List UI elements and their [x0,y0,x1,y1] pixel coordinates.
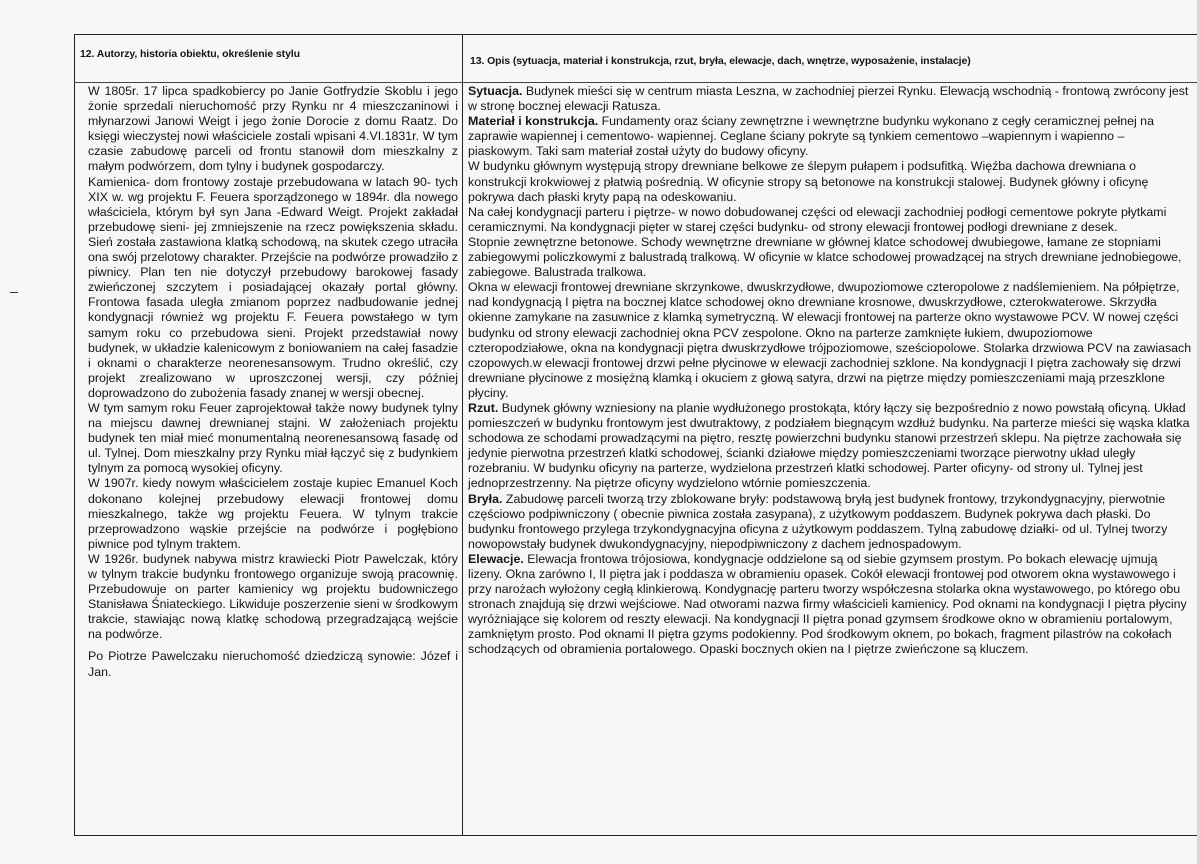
section-text: Zabudowę parceli tworzą trzy zblokowane bryły: podstawową bryłą jest budynek frontowy, trzykondygnacyjny, pierwotnie częściowo podpiwniczony ( obecnie piwnica została zasypana), z użytkowym poddaszem. Budynek pokrywa dach płaski. Do budynku frontowego przylega trzykondygnacyjna oficyna z użytkowym poddaszem. Tylną zabudowę działki- od ul. Tylnej tworzy nowopowstały budynek dwukondygnacyjny, niepodpiwniczony z dachem jednospadowym. [468,491,1168,551]
history-paragraph: Kamienica- dom frontowy zostaje przebudowana w latach 90- tych XIX w. wg projektu F. Feuera sporządzonego w 1894r. dla nowego właściciela, którym był syn Jana -Edward Weigt. Projekt zakładał przebudowę sieni- jej zmniejszenie na rzecz powiększenia składu. Sień została zastawiona klatką schodową, na skutek czego utraciła ona swój przelotowy charakter. Przejście na podwórze prowadziło z piwnicy. Plan ten nie dotyczył przebudowy barokowej fasady zwieńczonej szczytem i posiadającej okazały portal główny. Frontowa fasada uległa zmianom poprzez nadbudowanie jednej kondygnacji również wg projektu F. Feuera powstałego w tym samym roku co przebudowa sieni. Projekt przedstawiał nowy budynek, w układzie kalenicowym z boniowaniem na całej fasadzie i oknami o charakterze neorenesansowym. Trudno określić, czy projekt zrealizowano w uproszczonej wersji, czy później doprowadzono do zubożenia fasady znanej w wersji obecnej. [88,174,458,400]
scan-mark [10,292,18,293]
history-column [88,84,458,680]
description-paragraph [468,84,1192,114]
section-text: Fundamenty oraz ściany zewnętrzne i wewnętrzne budynku wykonano z cegły ceramicznej pełnej na zaprawie wapiennej i cementowo- wapiennej. Ceglane ściany pokryte są tynkiem cementowo –wapiennym i wapienno – piaskowym. Taki sam materiał został użyty do budowy oficyny. [468,114,1154,159]
description-paragraph [468,280,1192,401]
header-rule [74,82,1198,83]
section-text: Na całej kondygnacji parteru i piętrze- w nowo dobudowanej części od elewacji zachodniej podłogi cementowe pokryte płytkami ceramicznymi. Na kondygnacji pięter w starej części budynku- od strony elewacji frontowej podłogi drewniane z desek. [468,204,1167,234]
history-paragraph: Po Piotrze Pawelczaku nieruchomość dziedziczą synowie: Józef i Jan. [88,649,458,679]
history-paragraph: W tym samym roku Feuer zaprojektował także nowy budynek tylny na miejscu dawnej drewnianej stajni. W założeniach projektu budynek ten miał mieć monumentalną neorenesansową fasadę od ul. Tylnej. Dom mieszkalny przy Rynku miał łączyć się z budynkiem tylnym za pomocą wysokiej oficyny. [88,400,458,476]
description-paragraph [468,492,1192,552]
description-paragraph [468,235,1192,280]
description-paragraph [468,552,1192,658]
description-paragraph [468,401,1192,492]
history-paragraph: W 1805r. 17 lipca spadkobiercy po Janie Gotfrydzie Skoblu i jego żonie sprzedali nieruchomość przy Rynku nr 4 mieszczaninowi i młynarzowi Janowi Weigt i jego żonie Dorocie z domu Raatz. Do księgi wieczystej nowi właściciele zostali wpisani 4.VI.1831r. W tym czasie zabudowę parceli od frontu stanowił dom mieszkalny z małym podwórzem, dom tylny i budynek gospodarczy. [88,84,458,174]
section-text: W budynku głównym występują stropy drewniane belkowe ze ślepym pułapem i podsufitką. Więźba dachowa drewniana o konstrukcji krokwiowej z płatwią pośrednią. W oficynie stropy są betonowe na konstrukcji stalowej. Budynek główny i oficynę pokrywa dach płaski kryty papą na odeskowaniu. [468,159,1149,204]
section-text: Budynek mieści się w centrum miasta Leszna, w zachodniej pierzei Rynku. Elewacją wschodnią - frontową zwrócony jest w stronę bocznej elewacji Ratusza. [468,84,1189,114]
section-heading: Bryła. [468,491,503,506]
column-divider [462,34,463,836]
section-heading: Materiał i konstrukcja. [468,114,599,129]
description-paragraph [468,159,1192,204]
description-paragraph [468,205,1192,235]
history-paragraph: W 1926r. budynek nabywa mistrz krawiecki Piotr Pawelczak, który w tylnym trakcie budynku frontowego organizuje swoją pracownię. Przebudowuje on parter kamienicy wg projektu budowniczego Stanisława Śniateckiego. Likwiduje poszerzenie sieni w środkowym trakcie, stawiając nową klatkę schodową przegradzającą wejście na podwórze. [88,551,458,642]
section-text: Stopnie zewnętrzne betonowe. Schody wewnętrzne drewniane w głównej klatce schodowej dwubiegowe, łamane ze stopniami zabiegowymi policzkowymi z balustradą tralkową. W oficynie w klatce schodowej prowadzącej na strych drewniane jednobiegowe, zabiegowe. Balustrada tralkowa. [468,234,1182,280]
history-paragraph: W 1907r. kiedy nowym właścicielem zostaje kupiec Emanuel Koch dokonano kolejnej przebudowy elewacji frontowej domu mieszkalnego, także wg projektu Feuera. W tylnym trakcie przeprowadzono wąskie przejście na podwórze i pogłębiono piwnice pod tylnym traktem. [88,476,458,551]
section-heading: Sytuacja. [468,84,523,98]
section-text: Elewacja frontowa trójosiowa, kondygnacje oddzielone są od siebie gzymsem prostym. Po bokach elewację ujmują lizeny. Okna zarówno I, II piętra jak i poddasza w obramieniu opasek. Cokół elewacji frontowej pod otworem okna wystawowego i przy narożach wyłożony cegłą klinkierową. Kondygnację parteru tworzy współczesna stolarka okna wystawowego, po którego obu stronach znajdują się drzwi wejściowe. Nad otworami nazwa firmy właścicieli kamienicy. Pod oknami na kondygnacji I piętra płyciny wyróżniające się kolorem od reszty elewacji. Na kondygnacji II piętra ponad gzymsem środkowe okno w obramieniu portalowym, zamkniętym prosto. Pod oknami II piętra gzyms podokienny. Pod środkowym oknem, po bokach, fragment pilastrów na cokołach schodzących od obramienia portalowego. Opaski bocznych okien na I piętrze zwieńczone są kluczem. [468,551,1187,657]
section-heading: Elewacje. [468,551,524,566]
section-text: Budynek główny wzniesiony na planie wydłużonego prostokąta, który łączy się bezpośrednio z nowo powstałą oficyną. Układ pomieszczeń w budynku frontowym jest dwutraktowy, z podziałem biegnącym wzdłuż budynku. Na parterze mieści się wąska klatka schodowa ze schodami prowadzącymi na piętro, resztę powierzchni budynku stanowi przestrzeń sklepu. Na piętrze zachowała się jedynie pierwotna przestrzeń klatki schodowej, ścianki działowe między pomieszczeniami tworzące pierwotny układ uległy rozebraniu. W budynku oficyny na parterze, wydzielona przestrzeń klatki schodowej. Parter oficyny- od strony ul. Tylnej jest jednoprzestrzenny. Na piętrze oficyny wydzielono wtórnie pomieszczenia. [468,400,1190,491]
right-section-header: 13. Opis (sytuacja, materiał i konstrukcja, rzut, bryła, elewacje, dach, wnętrze, wyposażenie, instalacje) [470,55,971,67]
section-text: Okna w elewacji frontowej drewniane skrzynkowe, dwuskrzydłowe, dwupoziomowe czteropolowe z nadślemieniem. Na półpiętrze, nad kondygnacją I piętra na bocznej klatce schodowej okno drewniane krosnowe, dwuskrzydłowe, czterokwaterowe. Skrzydła okienne zamykane na zasuwnice z klamką symetryczną. W elewacji frontowej na parterze okno wystawowe PCV. W nowej części budynku od strony elewacji zachodniej okna PCV zespolone. Okno na parterze zamknięte łukiem, dwupoziomowe czteropodziałowe, okna na kondygnacji piętra dwuskrzydłowe trójpoziomowe, sześciopolowe. Stolarka drzwiowa PCV na zawiasach czopowych.w elewacji frontowej drzwi pełne płycinowe w elewacji zachodniej szklone. Na kondygnacji I piętra zachowały się drzwi drewniane płycinowe z mosiężną klamką i okuciem z głową satyra, drzwi na piętrze między pomieszczeniami mają przeszklone płyciny. [468,280,1192,400]
section-heading: Rzut. [468,400,499,415]
description-column [468,84,1192,658]
description-paragraph [468,114,1192,159]
left-section-header: 12. Autorzy, historia obiektu, określenie stylu [80,48,300,60]
